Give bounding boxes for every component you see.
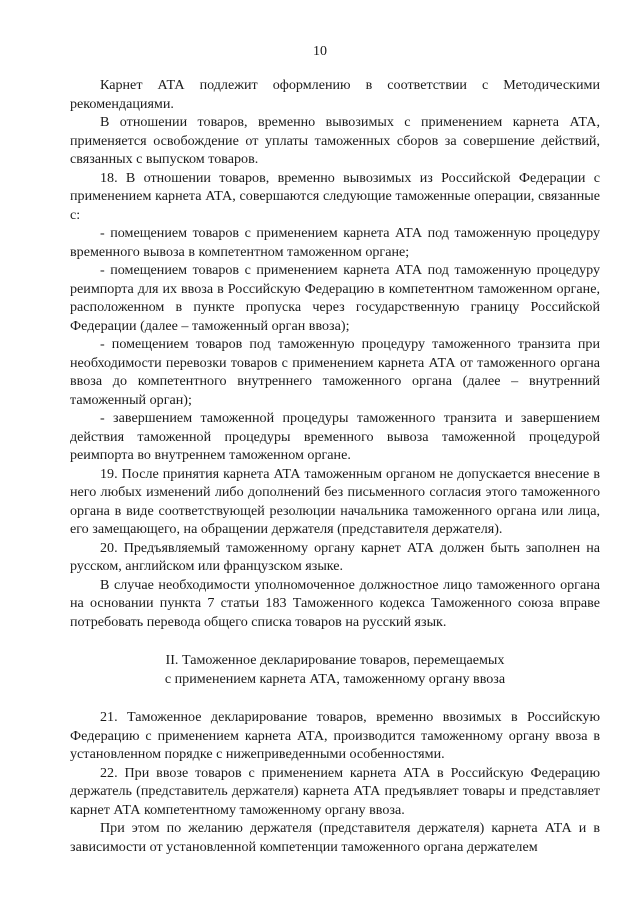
paragraph-item-19: 19. После принятия карнета АТА таможенным органом не допускается внесение в него любых изменений либо дополнений без письменного согласия этого таможенного органа в виде соответствующей резолюции начальника таможенного органа или лица, его замещающего, на обращении держателя (представителя держателя).	[70, 465, 600, 537]
section-heading-line-1: II. Таможенное декларирование товаров, перемещаемых	[165, 652, 505, 668]
document-body	[70, 76, 600, 856]
paragraph-item-18: 18. В отношении товаров, временно вывозимых из Российской Федерации с применением карнета АТА, совершаются следующие таможенные операции, связанные с:	[70, 169, 600, 223]
section-heading-line-2: с применением карнета АТА, таможенному органу ввоза	[164, 670, 506, 687]
page-number: 10	[313, 44, 327, 59]
paragraph-item-20: 20. Предъявляемый таможенному органу карнет АТА должен быть заполнен на русском, английском или французском языке.	[70, 539, 600, 574]
paragraph-fee-exemption: В отношении товаров, временно вывозимых с применением карнета АТА, применяется освобождение от уплаты таможенных сборов за совершение действий, связанных с выпуском товаров.	[70, 114, 600, 167]
paragraph-holder-option: При этом по желанию держателя (представителя держателя) карнета АТА и в зависимости от установленной компетенции таможенного органа держателем	[70, 820, 600, 855]
list-item-transit-completion: - завершением таможенной процедуры таможенного транзита и завершением действия таможенной процедуры временного вывоза таможенной процедурой реимпорта во внутреннем таможенном органе.	[70, 410, 600, 463]
paragraph-item-21: 21. Таможенное декларирование товаров, временно ввозимых в Российскую Федерацию с применением карнета АТА, производится таможенному органу ввоза в установленном порядке с нижеприведенными особенностями.	[70, 709, 600, 762]
paragraph-translation-request: В случае необходимости уполномоченное должностное лицо таможенного органа на основании пункта 7 статьи 183 Таможенного кодекса Таможенного союза вправе потребовать перевода общего списка товаров на русский язык.	[70, 576, 600, 630]
paragraph-carnet-methodical: Карнет АТА подлежит оформлению в соответствии с Методическими рекомендациями.	[70, 77, 600, 112]
list-item-temporary-export: - помещением товаров с применением карнета АТА под таможенную процедуру временного вывоза в компетентном таможенном органе;	[70, 225, 600, 260]
list-item-reimport: - помещением товаров с применением карнета АТА под таможенную процедуру реимпорта для их ввоза в Российскую Федерацию в компетентном таможенном органе, расположенном в пункте пропуска через государственную границу Российской Федерации (далее – таможенный орган ввоза);	[70, 262, 600, 334]
paragraph-item-22: 22. При ввозе товаров с применением карнета АТА в Российскую Федерацию держатель (представитель держателя) карнета АТА предъявляет товары и представляет карнет АТА компетентному таможенному органу ввоза.	[70, 764, 600, 818]
list-item-customs-transit: - помещением товаров под таможенную процедуру таможенного транзита при необходимости перевозки товаров с применением карнета АТА от таможенного органа ввоза до компетентного внутреннего таможенного органа (далее – внутренний таможенный орган);	[70, 336, 600, 408]
section-heading	[70, 651, 600, 688]
